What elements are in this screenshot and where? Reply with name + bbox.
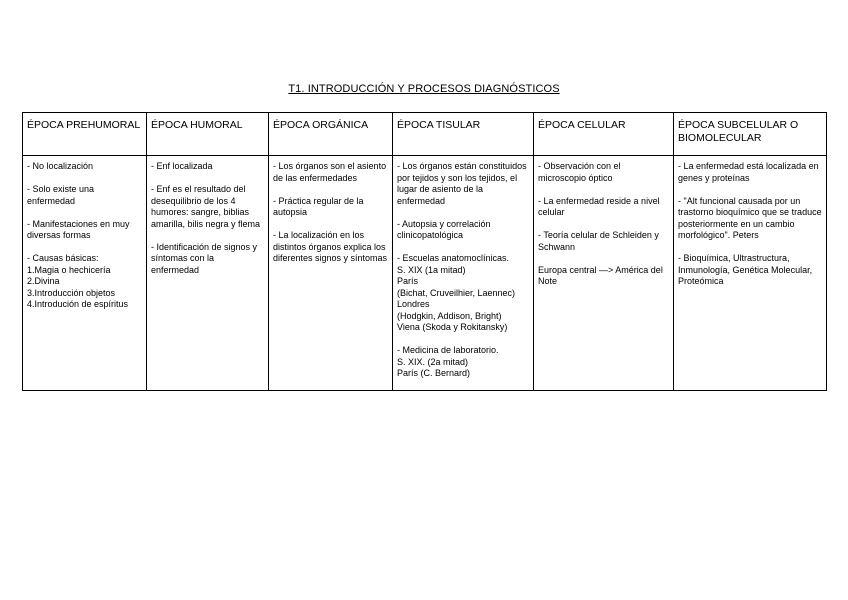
list-item-line: - Manifestaciones en muy diversas formas: [27, 218, 130, 240]
list-item: [538, 230, 669, 253]
list-item-line: 1.Magia o hechicería: [27, 264, 111, 275]
list-item: [273, 196, 388, 219]
list-item: [538, 161, 669, 184]
list-item-line: - Autopsia y correlación clinicopatológica: [397, 218, 491, 240]
list-item-line: S. XIX. (2a mitad): [397, 356, 469, 367]
list-item-line: - Enf es el resultado del desequilibrio de los 4 humores: sangre, biblias amarilla, bilis negra y flema: [151, 184, 261, 229]
list-item-line: - Observación con el microscopio óptico: [538, 161, 621, 183]
list-item: [27, 253, 142, 311]
list-item: [397, 219, 529, 242]
cell-epoca-humoral: [147, 156, 269, 391]
cell-epoca-prehumoral: [23, 156, 147, 391]
list-item: [397, 253, 529, 334]
list-item-line: Londres: [397, 299, 430, 309]
list-item-line: - La enfermedad está localizada en genes y proteínas: [678, 161, 819, 183]
list-item: [151, 161, 264, 173]
cell-epoca-celular: [534, 156, 674, 391]
list-item-line: - Los órganos son el asiento de las enfermedades: [273, 161, 387, 183]
cell-epoca-tisular: [393, 156, 534, 391]
header-epoca-prehumoral: ÉPOCA PREHUMORAL: [23, 113, 147, 156]
list-item: [678, 161, 822, 184]
list-item: [678, 196, 822, 242]
list-item: [27, 219, 142, 242]
table-body-row: [23, 156, 827, 391]
header-epoca-organica: ÉPOCA ORGÁNICA: [269, 113, 393, 156]
document-title: T1. INTRODUCCIÓN Y PROCESOS DIAGNÓSTICOS: [288, 83, 560, 95]
list-item-line: - Medicina de laboratorio.: [397, 345, 499, 355]
list-item: [397, 161, 529, 207]
header-epoca-humoral: ÉPOCA HUMORAL: [147, 113, 269, 156]
list-item: [27, 184, 142, 207]
list-item-line: - Causas básicas:: [27, 253, 99, 263]
list-item-line: París: [397, 276, 419, 286]
list-item: [27, 161, 142, 173]
list-item: [538, 265, 669, 288]
list-item-line: - Teoría celular de Schleiden y Schwann: [538, 230, 659, 252]
list-item-line: 4.Introdución de espíritus: [27, 299, 129, 309]
header-epoca-celular: ÉPOCA CELULAR: [534, 113, 674, 156]
list-item: [273, 161, 388, 184]
list-item-line: - No localización: [27, 161, 94, 171]
list-item-line: S. XIX (1a mitad): [397, 264, 466, 275]
list-item: [538, 196, 669, 219]
list-item-line: - Identificación de signos y síntomas con la enfermedad: [151, 241, 258, 275]
list-item-line: (Bichat, Cruveilhier, Laennec): [397, 287, 516, 298]
list-item: [151, 184, 264, 230]
list-item-line: - Solo existe una enfermedad: [27, 184, 95, 206]
cell-epoca-organica: [269, 156, 393, 391]
list-item-line: (Hodgkin, Addison, Bright): [397, 310, 502, 321]
list-item-line: - Enf localizada: [151, 161, 213, 171]
list-item-line: 2.Divina: [27, 276, 60, 286]
list-item-line: - "Alt funcional causada por un trastorno bioquímico que se traduce posteriormente en un cambio morfológico". Peters: [678, 195, 822, 240]
list-item: [273, 230, 388, 265]
list-item-line: - Los órganos están constituidos por tejidos y son los tejidos, el lugar de asiento de la enfermedad: [397, 161, 527, 206]
list-item-line: - La localización en los distintos órganos explica los diferentes signos y síntomas: [273, 230, 388, 263]
list-item-line: - Práctica regular de la autopsia: [273, 195, 364, 217]
list-item-line: - Escuelas anatomoclínicas.: [397, 253, 510, 263]
list-item: [151, 242, 264, 277]
header-epoca-subcelular: ÉPOCA SUBCELULAR O BIOMOLECULAR: [674, 113, 827, 156]
epochs-table: [22, 112, 827, 391]
list-item: [397, 345, 529, 380]
list-item-line: - La enfermedad reside a nivel celular: [538, 195, 660, 217]
cell-epoca-subcelular: [674, 156, 827, 391]
list-item-line: Europa central —> América del Note: [538, 264, 663, 286]
list-item-line: 3.Introducción objetos: [27, 287, 116, 298]
list-item-line: - Bioquímica, Ultrastructura, Inmunología, Genética Molecular, Proteómica: [678, 253, 813, 286]
list-item-line: París (C. Bernard): [397, 368, 471, 378]
list-item: [678, 253, 822, 288]
list-item-line: Viena (Skoda y Rokitansky): [397, 322, 508, 332]
header-epoca-tisular: ÉPOCA TISULAR: [393, 113, 534, 156]
table-header-row: [23, 113, 827, 156]
